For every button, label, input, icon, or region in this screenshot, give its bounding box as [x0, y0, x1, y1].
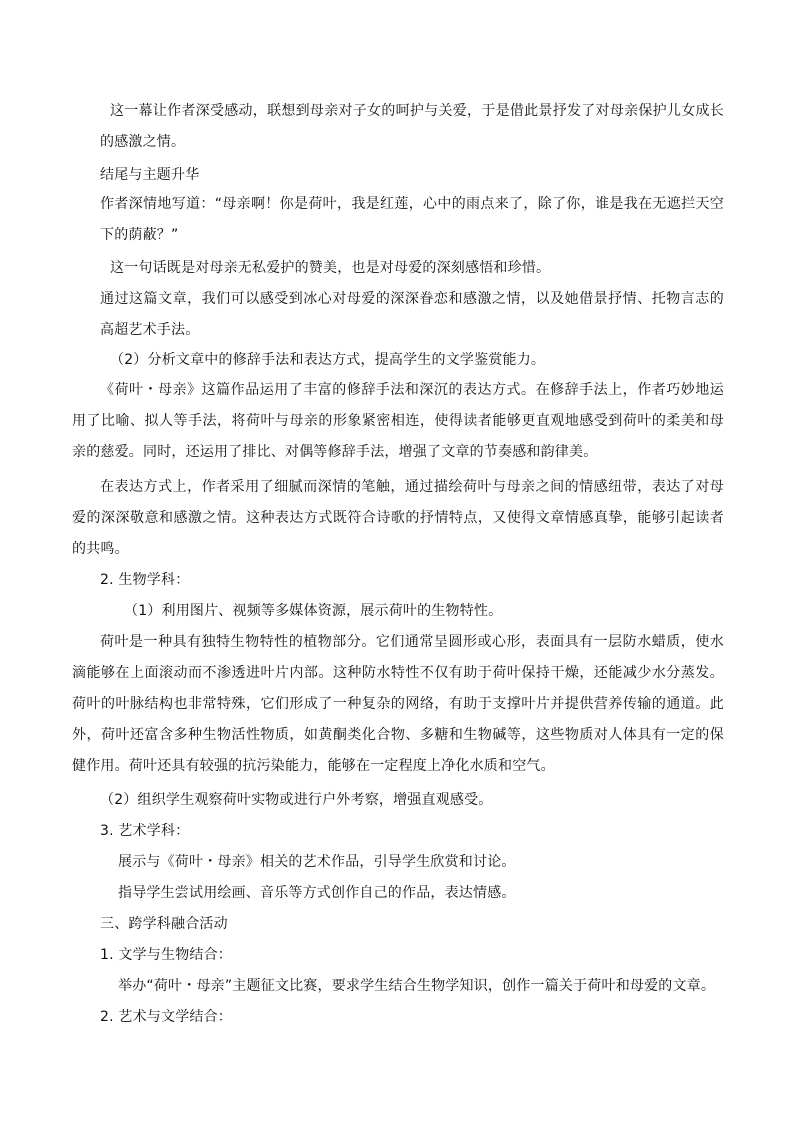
paragraph: 这一句话既是对母亲无私爱护的赞美，也是对母爱的深刻感悟和珍惜。: [110, 260, 551, 276]
paragraph: 作者深情地写道：“母亲啊！你是荷叶，我是红莲，心中的雨点来了，除了你，谁是我在无遮拦天空下的荫蔽？”: [100, 196, 724, 243]
paragraph: 荷叶是一种具有独特生物特性的植物部分。它们通常呈圆形或心形，表面具有一层防水蜡质，使水滴能够在上面滚动而不渗透进叶片内部。这种防水特性不仅有助于荷叶保持干燥，还能减少水分蒸发。荷叶的叶脉结构也非常特殊，它们形成了一种复杂的网络，有助于支撑叶片并提供营养传输的通道。此外，荷叶还富含多种生物活性物质，如黄酮类化合物、多糖和生物碱等，这些物质对人体具有一定的保健作用。荷叶还具有较强的抗污染能力，能够在一定程度上净化水质和空气。: [72, 634, 724, 774]
subject-heading: 3. 艺术学科：: [100, 823, 190, 839]
subsection-heading: （1）利用图片、视频等多媒体资源，展示荷叶的生物特性。: [124, 603, 503, 619]
section-heading: 三、跨学科融合活动: [100, 916, 228, 932]
paragraph: 指导学生尝试用绘画、音乐等方式创作自己的作品，表达情感。: [118, 885, 516, 901]
paragraph: 通过这篇文章，我们可以感受到冰心对母爱的深深眷恋和感激之情，以及她借景抒情、托物言志的高超艺术手法。: [100, 291, 724, 338]
subject-heading: 1. 文学与生物结合：: [100, 947, 233, 963]
paragraph: 《荷叶・母亲》这篇作品运用了丰富的修辞手法和深沉的表达方式。在修辞手法上，作者巧妙地运用了比喻、拟人等手法，将荷叶与母亲的形象紧密相连，使得读者能够更直观地感受到荷叶的柔美和母亲的慈爱。同时，还运用了排比、对偶等修辞手法，增强了文章的节奏感和韵律美。: [72, 382, 724, 460]
subject-heading: 2. 生物学科：: [100, 572, 190, 588]
paragraph: 展示与《荷叶・母亲》相关的艺术作品，引导学生欣赏和讨论。: [118, 854, 516, 870]
paragraph: 举办“荷叶・母亲”主题征文比赛，要求学生结合生物学知识，创作一篇关于荷叶和母爱的文章。: [118, 978, 716, 994]
paragraph: 这一幕让作者深受感动，联想到母亲对子女的呵护与关爱，于是借此景抒发了对母亲保护儿女成长的感激之情。: [100, 103, 724, 150]
section-heading: 结尾与主题升华: [100, 167, 200, 183]
paragraph: 在表达方式上，作者采用了细腻而深情的笔触，通过描绘荷叶与母亲之间的情感纽带，表达了对母爱的深深敬意和感激之情。这种表达方式既符合诗歌的抒情特点，又使得文章情感真挚，能够引起读者的共鸣。: [72, 479, 724, 557]
subsection-heading: （2）分析文章中的修辞手法和表达方式，提高学生的文学鉴赏能力。: [110, 352, 546, 368]
subject-heading: 2. 艺术与文学结合：: [100, 1009, 233, 1025]
subsection-heading: （2）组织学生观察荷叶实物或进行户外考察，增强直观感受。: [100, 792, 493, 808]
